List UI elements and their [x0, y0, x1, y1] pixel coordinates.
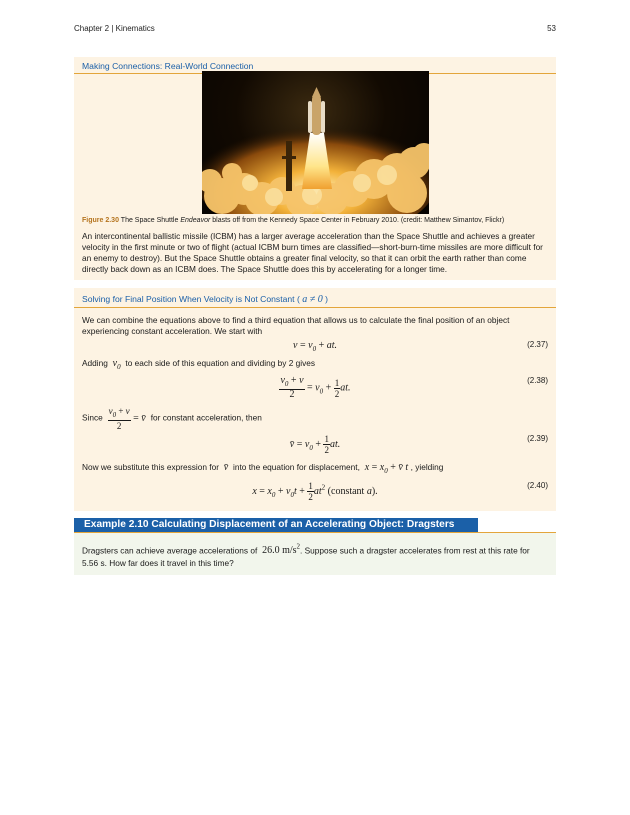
- since-math: $\frac{v_0 + v}{2}$ = v̄: [108, 406, 151, 431]
- equation-body: $\frac{v_0 + v}{2}$ = $v_0$ + $\frac{1}{2}$ at.: [280, 375, 351, 400]
- fraction: $\frac{v_0 + v}{2}$: [280, 375, 304, 400]
- since-line: [82, 406, 548, 430]
- space-shuttle-launch-image: [202, 71, 429, 214]
- equation-body: $x = x_0 + v_0t$ + $\frac{1}{2}$ $at^2$ (constant a).: [252, 481, 378, 502]
- chapter-title: Chapter 2 | Kinematics: [74, 24, 155, 33]
- adding-post: to each side of this equation and dividing by 2 gives: [125, 358, 315, 368]
- adding-line: [82, 358, 548, 373]
- adding-pre: Adding: [82, 358, 108, 368]
- title-math: a ≠ 0: [302, 294, 323, 305]
- example-text-pre: Dragsters can achieve average accelerations of: [82, 545, 258, 556]
- equation-number: (2.37): [527, 340, 548, 349]
- page-number: 53: [547, 24, 556, 33]
- vbar-symbol: v̄: [221, 462, 231, 473]
- fraction-half: $\frac{1}{2}$: [334, 377, 340, 399]
- displacement-math: $x = x_0$ + v̄ t: [362, 462, 411, 475]
- fraction-half: $\frac{1}{2}$: [308, 481, 313, 502]
- equation-2-39: [74, 434, 556, 462]
- example-text: [74, 533, 556, 570]
- figure-label: Figure 2.30: [82, 217, 119, 224]
- equation-body: $v = v_0$ + at.: [293, 340, 337, 353]
- box-title-text: Solving for Final Position When Velocity is Not Constant (: [82, 294, 300, 304]
- subst-post: , yielding: [410, 462, 444, 472]
- equation-body: v̄ = $v_0$ + $\frac{1}{2}$ at.: [289, 434, 341, 455]
- accel-value: 26.0 m/s: [262, 545, 297, 557]
- fraction-half: $\frac{1}{2}$: [324, 434, 329, 455]
- figure-caption: [82, 216, 548, 225]
- caption-italic: Endeavor: [180, 217, 211, 224]
- box-title: [74, 288, 556, 308]
- real-world-connection-box: [74, 57, 556, 280]
- constant-label: (constant: [327, 485, 365, 497]
- equation-number: (2.40): [527, 481, 548, 490]
- subst-mid: into the equation for displacement,: [233, 462, 360, 472]
- acceleration-value: 26.0 $m/s^2$: [262, 543, 301, 557]
- substitute-line: [82, 462, 548, 477]
- since-pre: Since: [82, 412, 103, 423]
- equation-number: (2.39): [527, 434, 548, 443]
- equation-number: (2.38): [527, 376, 548, 385]
- intro-paragraph: We can combine the equations above to find a third equation that allows us to calculate the final position of an object experiencing constant acceleration. We start with: [82, 315, 510, 336]
- example-title: Example 2.10 Calculating Displacement of an Accelerating Object: Dragsters: [74, 518, 478, 532]
- equation-2-38: [74, 376, 556, 404]
- shuttle-illustration: [202, 71, 429, 214]
- equation-2-40: [74, 481, 556, 509]
- since-post: for constant acceleration, then: [150, 412, 262, 423]
- example-text-post: . Suppose such a dragster accelerates from rest at this rate for 5.56 s. How far does it travel in this time?: [82, 545, 530, 569]
- v0-symbol: $v_0$: [110, 358, 121, 371]
- final-position-box: [74, 288, 556, 511]
- caption-text-2: blasts off from the Kennedy Space Center in February 2010. (credit: Matthew Simantov, Flickr): [210, 217, 505, 224]
- running-header: [74, 24, 556, 33]
- example-box: [74, 533, 556, 575]
- box-title: Making Connections: Real-World Connection: [74, 57, 556, 74]
- icbm-paragraph: An intercontinental ballistic missile (ICBM) has a larger average acceleration than the Space Shuttle and achieves a greater velocity in the first minute or two of flight (actual ICBM burn times are classified—short-burn-time missiles are more difficult for an enemy to destroy). But the Space Shuttle obtains a greater final velocity, so that it can orbit the earth rather than come directly back down as an ICBM does. The Space Shuttle does this by accelerating for a longer time.: [82, 231, 543, 274]
- caption-text-1: The Space Shuttle: [118, 217, 181, 224]
- subst-pre: Now we substitute this expression for: [82, 462, 219, 472]
- box-title-close: ): [325, 294, 328, 304]
